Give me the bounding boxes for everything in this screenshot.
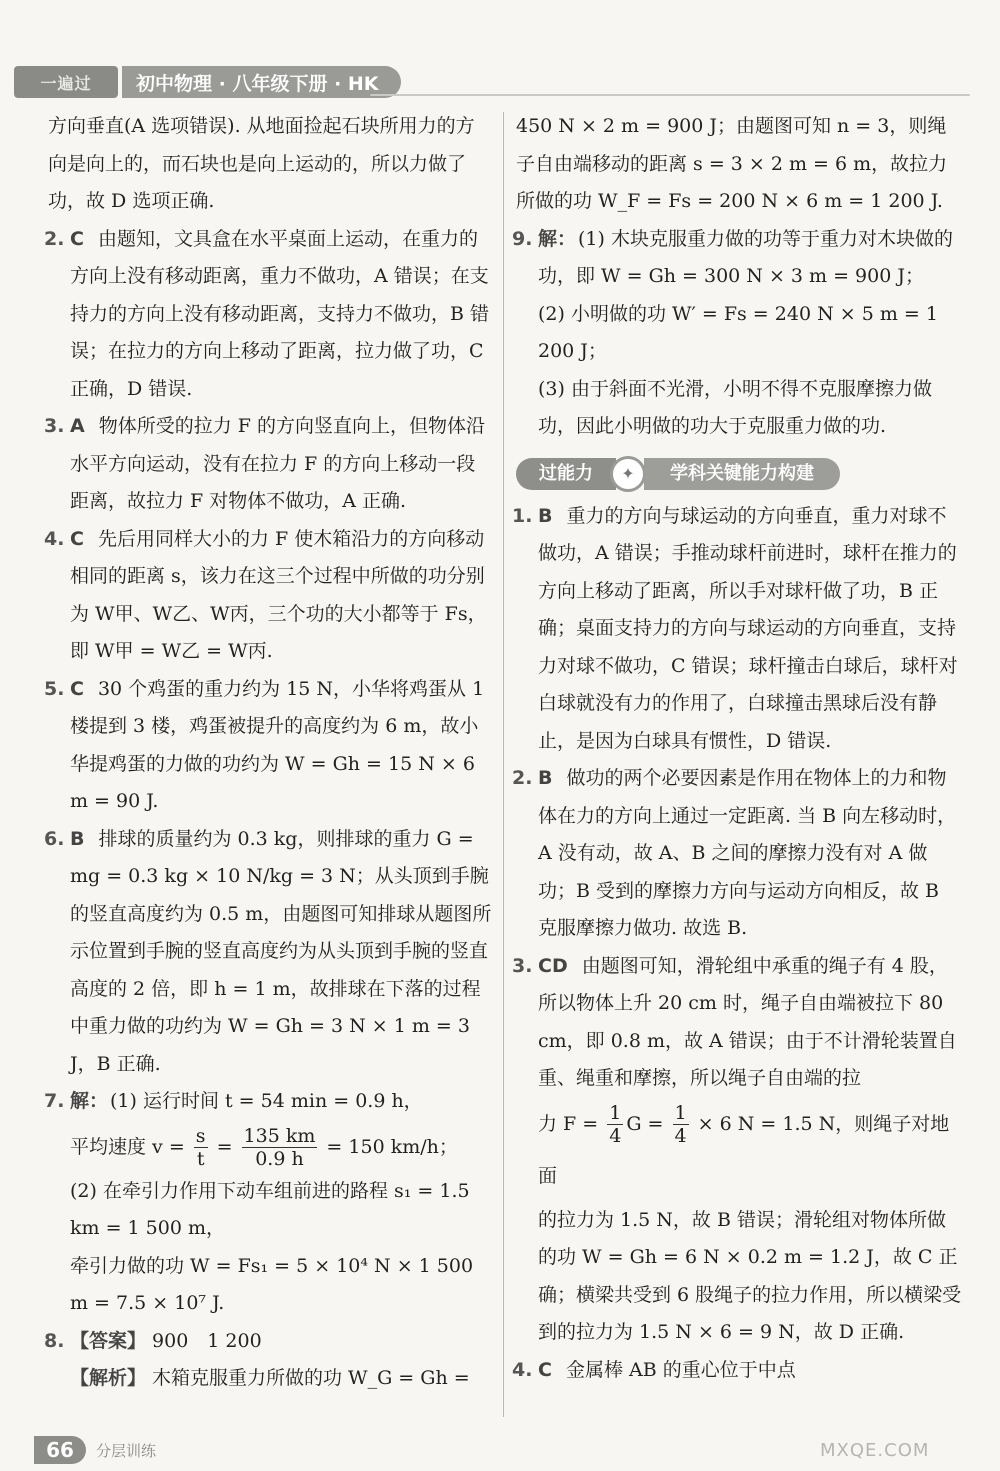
analysis-text: 木箱克服重力所做的功 W_G = Gh = (152, 1367, 470, 1389)
column-divider (503, 112, 504, 1417)
analysis-label: 【解析】 (70, 1367, 147, 1389)
formula-text: 平均速度 v = (70, 1135, 191, 1158)
ability-item-1 (512, 498, 964, 761)
book-title: 初中物理 · 八年级下册 · HK (122, 66, 401, 98)
header-rule (370, 94, 970, 96)
force-formula (538, 1098, 964, 1202)
left-column (44, 108, 493, 1420)
answer-values: 900 1 200 (152, 1329, 262, 1352)
page-header (0, 58, 1000, 108)
answer-item-3 (44, 408, 493, 521)
ability-item-4 (512, 1352, 964, 1390)
continued-paragraph: 方向垂直(A 选项错误). 从地面捡起石块所用力的方向是向上的，而石块也是向上运动的，所以力做了功，故 D 选项正确. (48, 115, 475, 212)
item-explanation: 的拉力为 1.5 N，故 B 错误；滑轮组对物体所做的功 W = Gh = 6 N × 0.2 m = 1.2 J，故 C 正确；横梁共受到 6 股绳子的拉力作用，所以横梁受到的拉力为 1.5 N × 6 = 9 N，故 D 正确. (538, 1208, 962, 1343)
item-answer: A (70, 415, 85, 437)
item-answer: C (70, 227, 84, 250)
formula-text: = (210, 1135, 239, 1158)
ability-item-2 (512, 760, 964, 948)
denominator: 4 (674, 1125, 687, 1147)
fraction (194, 1125, 208, 1170)
section-subtitle: 学科关键能力构建 (644, 458, 840, 490)
fraction (242, 1125, 318, 1170)
answer-label: 【答案】 (70, 1329, 147, 1352)
formula-text: G = (626, 1112, 670, 1135)
watermark: MXQE.COM (820, 1440, 930, 1461)
item-number: 2. (44, 227, 65, 250)
section-banner (516, 456, 964, 492)
solution-line: 牵引力做的功 W = Fs₁ = 5 × 10⁴ N × 1 500 m = 7.5 × 10⁷ J. (70, 1254, 474, 1314)
item-explanation: 金属棒 AB 的重心位于中点 (565, 1358, 796, 1381)
fraction (673, 1102, 689, 1147)
medal-icon: ✦ (610, 456, 646, 492)
answer-item-7 (44, 1083, 493, 1323)
formula-text: 力 F = (538, 1112, 605, 1135)
item-explanation: 排球的质量约为 0.3 kg，则排球的重力 G = mg = 0.3 kg × 10 N/kg = 3 N；从头顶到手腕的竖直高度约为 0.5 m，由题图可知排球从题图所示位置到手腕的竖直高度约为从头顶到手腕的竖直高度的 2 倍，即 h = 1 m，故排球在下落的过程中重力做的功约为 W = Gh = 3 N × 1 m = 3 J，B 正确. (70, 827, 492, 1075)
continued-paragraph: 450 N × 2 m = 900 J；由题图可知 n = 3，则绳子自由端移动的距离 s = 3 × 2 m = 6 m，故拉力所做的功 W_F = Fs = 200 N × 6 m = 1 200 J. (516, 115, 948, 212)
item-answer: C (70, 527, 84, 550)
item-answer: 解： (538, 227, 577, 250)
answer-item-8 (44, 1323, 493, 1398)
ability-item-3 (512, 948, 964, 1352)
solution-line: (1) 运行时间 t = 54 min = 0.9 h， (110, 1090, 423, 1112)
solution-line: (2) 在牵引力作用下动车组前进的路程 s₁ = 1.5 km = 1 500 m， (70, 1179, 470, 1239)
denominator: 0.9 h (255, 1148, 304, 1170)
series-logo: 一遍过 (14, 66, 118, 98)
solution-line: (3) 由于斜面不光滑，小明不得不克服摩擦力做功，因此小明做的功大于克服重力做的功. (538, 377, 932, 437)
numerator: 1 (674, 1102, 687, 1124)
item-explanation: 由题图可知，滑轮组中承重的绳子有 4 股，所以物体上升 20 cm 时，绳子自由端被拉下 80 cm，即 0.8 m，故 A 错误；由于不计滑轮装置自重、绳重和摩擦，所以绳子自由端的拉 (538, 954, 957, 1089)
item-number: 8. (44, 1329, 65, 1352)
solution-line: (1) 木块克服重力做的功等于重力对木块做的功，即 W = Gh = 300 N × 3 m = 900 J； (538, 227, 953, 287)
item-explanation: 30 个鸡蛋的重力约为 15 N，小华将鸡蛋从 1 楼提到 3 楼，鸡蛋被提升的高度约为 6 m，故小华提鸡蛋的力做的功约为 W = Gh = 15 N × 6 m = 90 J. (70, 677, 485, 812)
item-answer: C (538, 1358, 552, 1381)
item-answer: CD (538, 954, 568, 977)
item-number: 1. (512, 504, 533, 527)
speed-formula (70, 1121, 493, 1173)
item-answer: B (538, 767, 553, 789)
formula-text: = 150 km/h； (320, 1135, 458, 1158)
item-number: 7. (44, 1090, 65, 1112)
numerator: s (195, 1125, 206, 1147)
solution-line: (2) 小明做的功 W′ = Fs = 240 N × 5 m = 1 200 J； (538, 302, 938, 362)
right-column (512, 108, 964, 1420)
item-number: 6. (44, 827, 65, 850)
answer-item-9 (512, 221, 964, 446)
item-answer: B (70, 827, 85, 850)
item-explanation: 先后用同样大小的力 F 使木箱沿力的方向移动相同的距离 s，该力在这三个过程中所做的功分别为 W甲、W乙、W丙，三个功的大小都等于 Fs，即 W甲 = W乙 = W丙. (70, 527, 487, 662)
numerator: 1 (609, 1102, 622, 1124)
numerator: 135 km (243, 1125, 316, 1147)
item-number: 3. (512, 954, 533, 977)
formula-text: × 6 N = 1.5 N，则绳子对地面 (538, 1112, 950, 1187)
item-number: 2. (512, 767, 533, 789)
footer-label: 分层训练 (96, 1442, 157, 1460)
item-explanation: 重力的方向与球运动的方向垂直，重力对球不做功，A 错误；手推动球杆前进时，球杆在推力的方向上移动了距离，所以手对球杆做了功，B 正确；桌面支持力的方向与球运动的方向垂直，支持力对球不做功，C 错误；球杆撞击白球后，球杆对白球就没有力的作用了，白球撞击黑球后没有静止，是因为白球具有惯性，D 错误. (538, 504, 958, 752)
denominator: t (196, 1148, 205, 1170)
answer-item-6 (44, 821, 493, 1084)
item-answer: C (70, 677, 84, 700)
item-number: 5. (44, 677, 65, 700)
answer-item-5 (44, 671, 493, 821)
item-explanation: 由题知，文具盒在水平桌面上运动，在重力的方向上没有移动距离，重力不做功，A 错误；在支持力的方向上没有移动距离，支持力不做功，B 错误；在拉力的方向上移动了距离，拉力做了功，C 正确，D 错误. (70, 227, 490, 400)
fraction (607, 1102, 623, 1147)
denominator: 4 (609, 1125, 622, 1147)
item-number: 9. (512, 227, 533, 250)
page-number: 66 (34, 1436, 86, 1464)
item-number: 4. (512, 1358, 533, 1381)
item-answer: B (538, 504, 553, 527)
item-number: 4. (44, 527, 65, 550)
item-answer: 解： (70, 1090, 109, 1112)
answer-item-2 (44, 221, 493, 409)
item-explanation: 做功的两个必要因素是作用在物体上的力和物体在力的方向上通过一定距离. 当 B 向左移动时，A 没有动，故 A、B 之间的摩擦力没有对 A 做功；B 受到的摩擦力方向与运动方向相反，故 B 克服摩擦力做功. 故选 B. (538, 767, 957, 939)
item-number: 3. (44, 415, 65, 437)
item-explanation: 物体所受的拉力 F 的方向竖直向上，但物体沿水平方向运动，没有在拉力 F 的方向上移动一段距离，故拉力 F 对物体不做功，A 正确. (70, 415, 485, 512)
section-title: 过能力 (516, 458, 616, 490)
answer-item-4 (44, 521, 493, 671)
